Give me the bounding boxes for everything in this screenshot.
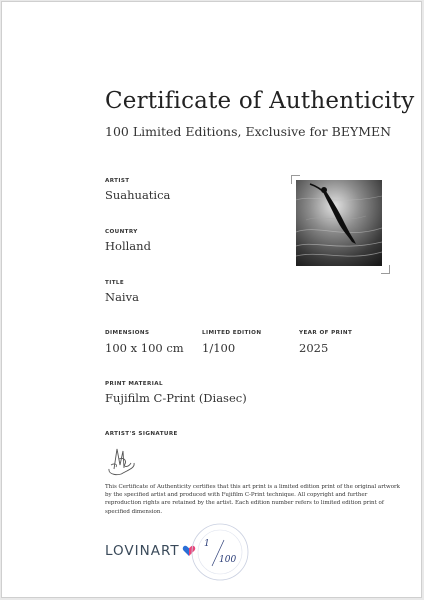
country-value: Holland [105,239,151,253]
edition-value: 1/100 [202,341,236,355]
logo-text: LOVINART [105,543,180,559]
year-value: 2025 [299,341,329,355]
artist-label: ARTIST [105,178,130,184]
stamp-edition-number: 1 [204,539,210,549]
signature-label: ARTIST'S SIGNATURE [105,431,178,437]
certificate-title: Certificate of Authenticity [105,88,415,114]
edition-stamp [190,522,250,582]
frame-corner-bottom-right [381,265,390,274]
country-label: COUNTRY [105,229,138,235]
title-value: Naiva [105,290,139,304]
title-label: TITLE [105,280,125,286]
year-label: YEAR OF PRINT [299,330,353,336]
certificate-page [1,1,422,598]
artwork-photo [296,180,382,266]
artwork-photo-frame [291,175,390,274]
lovinart-logo [105,544,196,558]
edition-label: LIMITED EDITION [202,330,262,336]
material-value: Fujifilm C-Print (Diasec) [105,391,247,405]
dimensions-value: 100 x 100 cm [105,341,184,355]
certificate-statement: This Certificate of Authenticity certifies that this art print is a limited edition print of the original artwork by the specified artist and produced with Fujifilm C-Print technique. All copyright and further reproduction rights are retained by the artist. Each edition number refers to limited edition print of specified dimension. [105,484,401,515]
artist-value: Suahuatica [105,188,171,202]
dimensions-label: DIMENSIONS [105,330,150,336]
certificate-subtitle: 100 Limited Editions, Exclusive for BEYMEN [105,124,392,139]
stamp-edition-total: 100 [219,555,237,565]
material-label: PRINT MATERIAL [105,381,163,387]
artist-signature [105,443,139,477]
